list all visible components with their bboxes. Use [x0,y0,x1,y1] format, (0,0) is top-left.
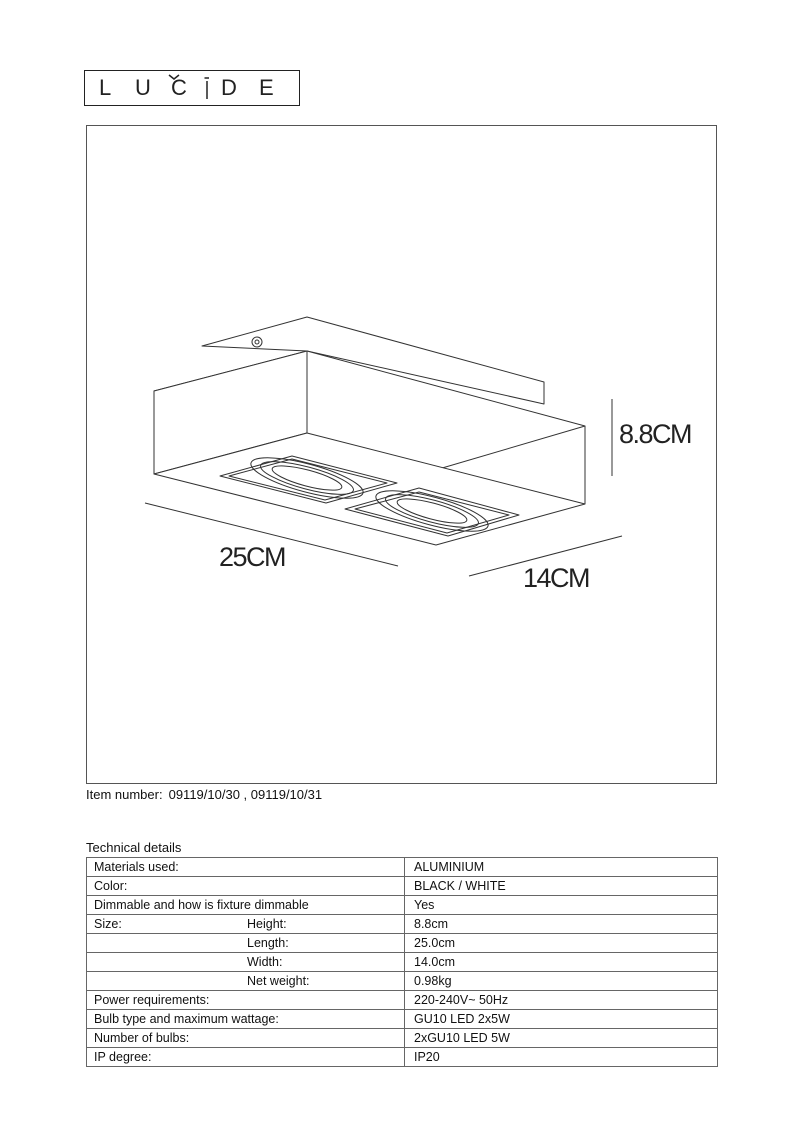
item-number-label: Item number: [86,787,163,802]
height-label: 8.8CM [619,419,692,449]
spec-label-cell [87,1048,405,1067]
width-label: 14CM [523,563,590,593]
spec-label: Color: [94,879,128,893]
fixture-drawing [87,126,718,785]
logo-letter-c: C [171,75,187,100]
spec-value: BLACK / WHITE [405,877,718,896]
spec-label-cell [87,1029,405,1048]
spec-label-cell [87,877,405,896]
spec-value: 25.0cm [405,934,718,953]
table-row [87,953,718,972]
spec-value: IP20 [405,1048,718,1067]
spec-value: Yes [405,896,718,915]
table-row [87,915,718,934]
logo-c-accent [167,73,181,81]
spec-sublabel: Width: [247,955,283,969]
spec-label-cell [87,972,405,991]
spec-label-cell [87,915,405,934]
brand-logo [84,70,300,106]
table-row [87,858,718,877]
logo-letter-e: E [259,75,274,100]
item-number [86,787,322,802]
table-row [87,877,718,896]
logo-letter-d: D [221,75,237,100]
spec-label-cell [87,953,405,972]
table-row [87,896,718,915]
logo-i-stroke [204,77,210,101]
technical-details-title: Technical details [86,840,182,855]
spec-value: 220-240V~ 50Hz [405,991,718,1010]
item-number-value: 09119/10/30 , 09119/10/31 [168,787,323,802]
logo-letter-l: L [99,75,112,100]
spec-label: Bulb type and maximum wattage: [94,1012,279,1026]
spec-value: ALUMINIUM [405,858,718,877]
logo-letter-u: U [135,75,151,100]
spec-sublabel: Height: [247,917,287,931]
table-row [87,991,718,1010]
spec-label: IP degree: [94,1050,152,1064]
table-row [87,1010,718,1029]
drawing-frame [86,125,717,784]
spec-label-cell [87,991,405,1010]
spec-value: 14.0cm [405,953,718,972]
table-row [87,972,718,991]
spec-label: Materials used: [94,860,179,874]
spec-label-cell [87,858,405,877]
technical-details-table [86,857,718,1067]
spec-value: 0.98kg [405,972,718,991]
spec-label-cell [87,934,405,953]
spec-value: 2xGU10 LED 5W [405,1029,718,1048]
spec-label: Size: [94,917,122,931]
table-row [87,934,718,953]
spec-value: 8.8cm [405,915,718,934]
spec-sublabel: Net weight: [247,974,310,988]
spec-label-cell [87,896,405,915]
spec-label: Number of bulbs: [94,1031,190,1045]
table-row [87,1048,718,1067]
table-row [87,1029,718,1048]
length-label: 25CM [219,542,286,572]
spec-value: GU10 LED 2x5W [405,1010,718,1029]
spec-label: Dimmable and how is fixture dimmable [94,898,309,912]
spec-sublabel: Length: [247,936,289,950]
spec-label: Power requirements: [94,993,210,1007]
spec-label-cell [87,1010,405,1029]
